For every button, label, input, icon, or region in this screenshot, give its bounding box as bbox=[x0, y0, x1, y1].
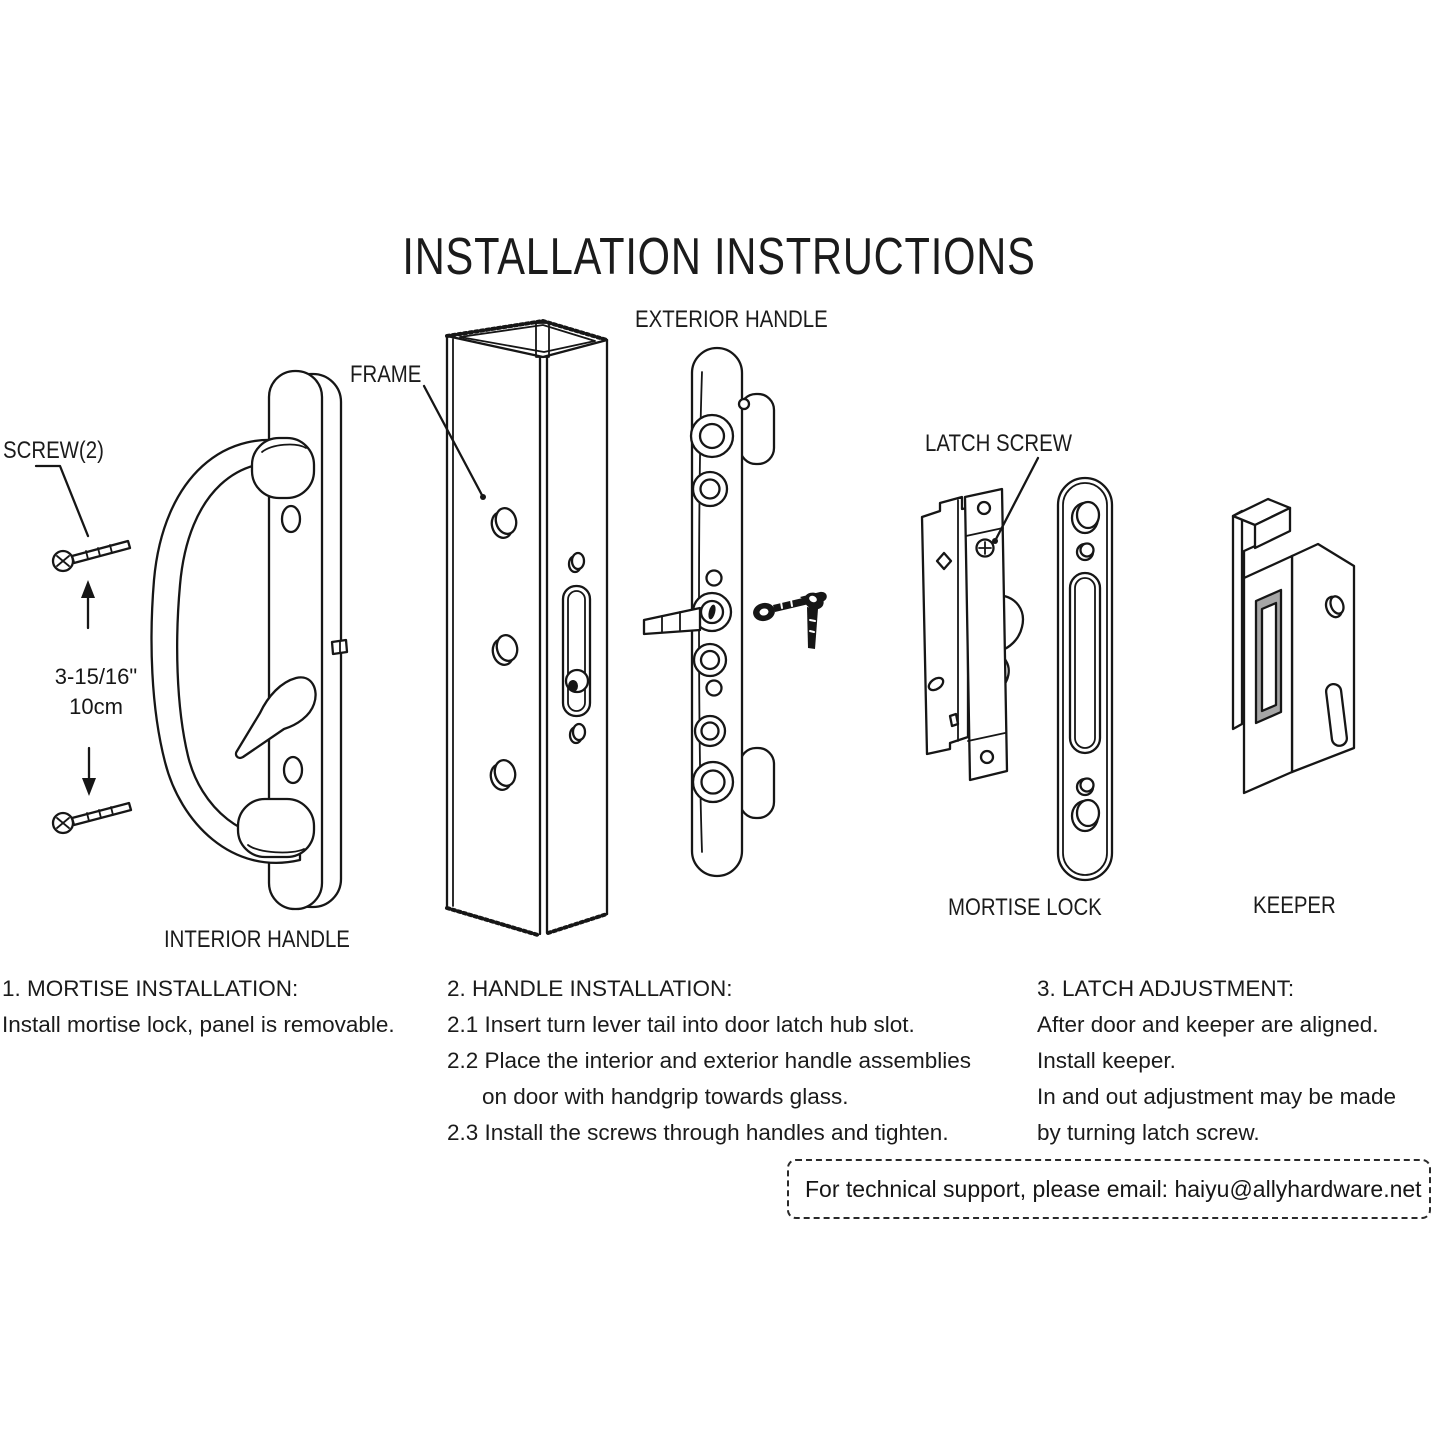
screw-spacing-dimension bbox=[36, 662, 156, 722]
section-latch-adjustment bbox=[1037, 971, 1396, 1151]
section-line: 2.1 Insert turn lever tail into door latch hub slot. bbox=[447, 1012, 915, 1037]
screw-leader-line bbox=[36, 466, 88, 536]
latch-screw-label: LATCH SCREW bbox=[925, 430, 1072, 457]
turn-lever-drawing bbox=[644, 608, 700, 634]
keeper-drawing bbox=[1233, 499, 1354, 793]
screw-label: SCREW(2) bbox=[3, 437, 104, 464]
section-line: 2.2 Place the interior and exterior handle assemblies bbox=[447, 1048, 972, 1073]
mounting-screws-drawing bbox=[36, 466, 131, 833]
section-line: by turning latch screw. bbox=[1037, 1120, 1260, 1145]
dimension-inches: 3-15/16" bbox=[54, 664, 138, 689]
frame-drawing bbox=[424, 321, 607, 935]
section-mortise-installation bbox=[2, 971, 395, 1043]
section-line: Install keeper. bbox=[1037, 1048, 1176, 1073]
section-line: 2.3 Install the screws through handles and tighten. bbox=[447, 1120, 949, 1145]
page-title: INSTALLATION INSTRUCTIONS bbox=[402, 228, 1036, 286]
faceplate-drawing bbox=[1058, 478, 1112, 880]
section-heading: 3. LATCH ADJUSTMENT: bbox=[1037, 976, 1295, 1001]
keys-drawing bbox=[751, 590, 826, 649]
section-line: Install mortise lock, panel is removable. bbox=[2, 1012, 395, 1037]
section-line: on door with handgrip towards glass. bbox=[482, 1084, 849, 1109]
section-heading: 2. HANDLE INSTALLATION: bbox=[447, 976, 733, 1001]
keeper-label: KEEPER bbox=[1253, 892, 1336, 919]
mortise-lock-label: MORTISE LOCK bbox=[948, 894, 1102, 921]
frame-label: FRAME bbox=[350, 361, 422, 388]
exterior-handle-label: EXTERIOR HANDLE bbox=[635, 306, 828, 333]
support-note-text: For technical support, please email: haiyu@allyhardware.net bbox=[805, 1175, 1422, 1202]
section-line: In and out adjustment may be made bbox=[1037, 1084, 1396, 1109]
section-handle-installation bbox=[447, 971, 971, 1151]
dimension-cm: 10cm bbox=[69, 694, 123, 719]
interior-handle-drawing bbox=[152, 371, 347, 909]
support-note-box bbox=[787, 1159, 1431, 1219]
interior-handle-label: INTERIOR HANDLE bbox=[164, 926, 350, 953]
section-heading: 1. MORTISE INSTALLATION: bbox=[2, 976, 299, 1001]
exterior-handle-drawing bbox=[644, 348, 827, 876]
section-line: After door and keeper are aligned. bbox=[1037, 1012, 1379, 1037]
mortise-lock-drawing bbox=[922, 458, 1038, 780]
